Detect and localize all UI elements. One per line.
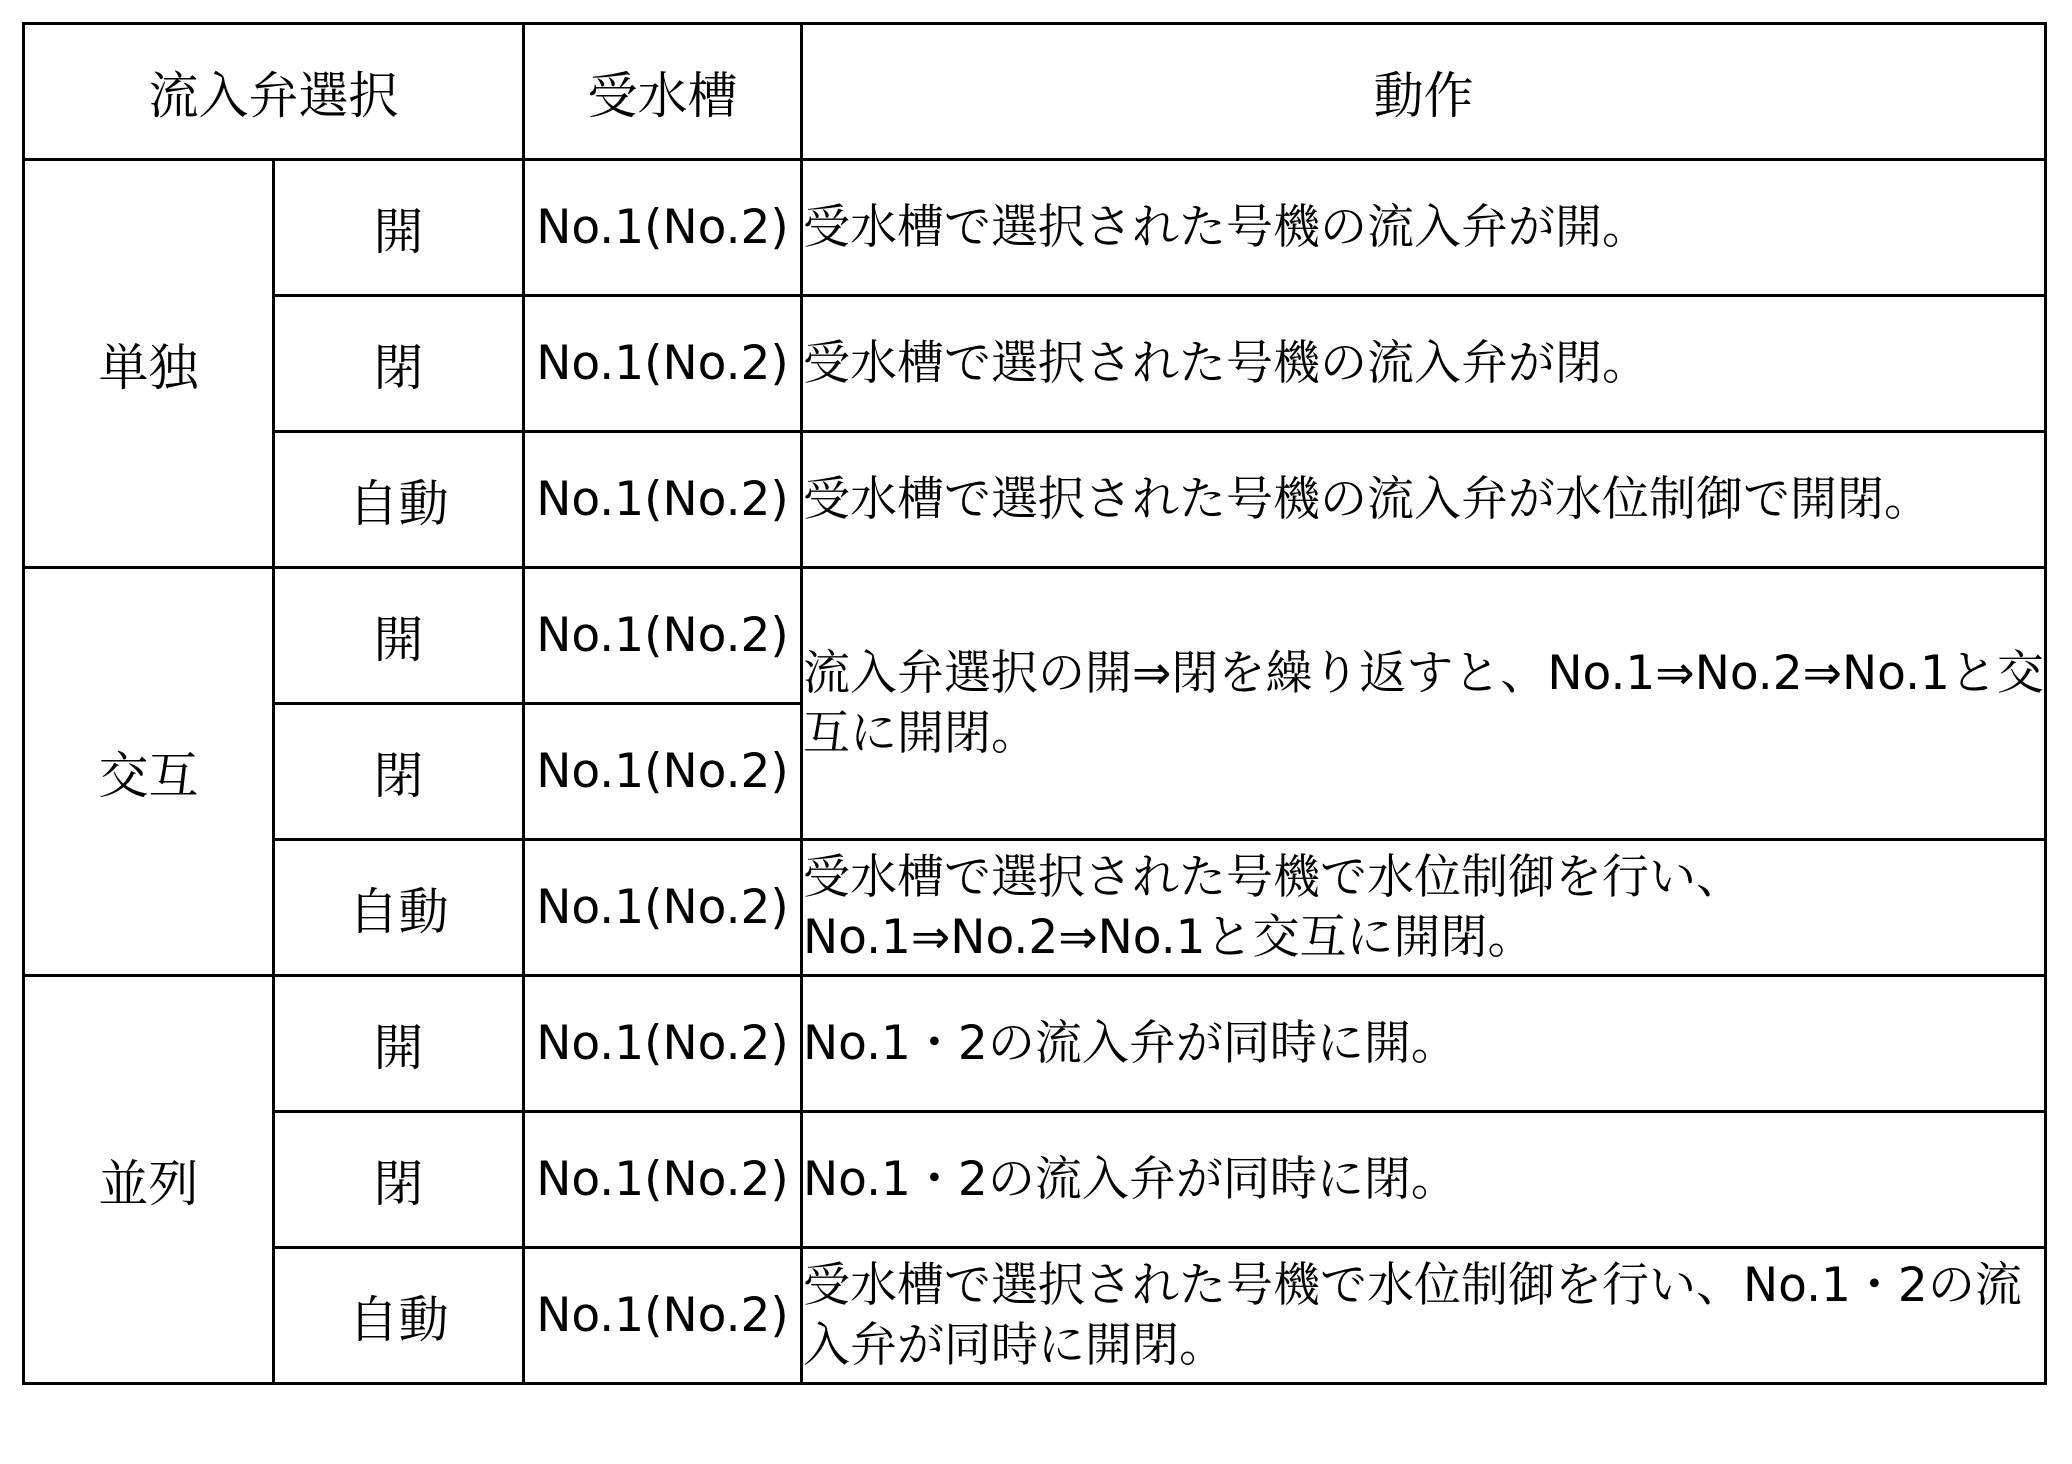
header-action: 動作	[802, 24, 2046, 160]
table-row	[24, 1248, 2046, 1384]
action-cell	[802, 432, 2046, 568]
action-cell	[802, 296, 2046, 432]
table-row	[24, 160, 2046, 296]
action-cell	[802, 160, 2046, 296]
group-label-parallel: 並列	[24, 976, 274, 1384]
tank-cell: No.1(No.2)	[524, 432, 802, 568]
tank-cell: No.1(No.2)	[524, 1112, 802, 1248]
action-cell	[802, 1248, 2046, 1384]
mode-cell: 自動	[274, 840, 524, 976]
table-row	[24, 568, 2046, 704]
mode-cell: 閉	[274, 704, 524, 840]
action-text: 受水槽で選択された号機で水位制御を行い、No.1⇒No.2⇒No.1と交互に開閉。	[803, 849, 1743, 965]
tank-cell: No.1(No.2)	[524, 160, 802, 296]
mode-cell: 開	[274, 568, 524, 704]
action-text: No.1・2の流入弁が同時に開。	[803, 1015, 1458, 1071]
action-text: 受水槽で選択された号機で水位制御を行い、No.1・2の流入弁が同時に開閉。	[803, 1257, 2022, 1373]
tank-cell: No.1(No.2)	[524, 840, 802, 976]
group-label-alternate: 交互	[24, 568, 274, 976]
action-cell-merged	[802, 568, 2046, 840]
action-cell	[802, 976, 2046, 1112]
tank-cell: No.1(No.2)	[524, 976, 802, 1112]
mode-cell: 開	[274, 160, 524, 296]
valve-operation-table	[22, 22, 2047, 1385]
mode-cell: 閉	[274, 1112, 524, 1248]
mode-cell: 自動	[274, 1248, 524, 1384]
action-text: No.1・2の流入弁が同時に閉。	[803, 1151, 1458, 1207]
mode-cell: 開	[274, 976, 524, 1112]
tank-cell: No.1(No.2)	[524, 296, 802, 432]
tank-cell: No.1(No.2)	[524, 1248, 802, 1384]
table-row	[24, 840, 2046, 976]
action-text: 受水槽で選択された号機の流入弁が開。	[803, 199, 1649, 255]
table-row	[24, 976, 2046, 1112]
tank-cell: No.1(No.2)	[524, 704, 802, 840]
action-cell	[802, 1112, 2046, 1248]
mode-cell: 閉	[274, 296, 524, 432]
table-header-row	[24, 24, 2046, 160]
action-text: 受水槽で選択された号機の流入弁が閉。	[803, 335, 1649, 391]
action-text: 受水槽で選択された号機の流入弁が水位制御で開閉。	[803, 471, 1931, 527]
table-row	[24, 1112, 2046, 1248]
table-row	[24, 296, 2046, 432]
action-cell	[802, 840, 2046, 976]
group-label-single: 単独	[24, 160, 274, 568]
mode-cell: 自動	[274, 432, 524, 568]
header-valve-selection: 流入弁選択	[24, 24, 524, 160]
header-tank: 受水槽	[524, 24, 802, 160]
table-row	[24, 432, 2046, 568]
action-text: 流入弁選択の開⇒閉を繰り返すと、No.1⇒No.2⇒No.1と交互に開閉。	[803, 645, 2044, 761]
tank-cell: No.1(No.2)	[524, 568, 802, 704]
